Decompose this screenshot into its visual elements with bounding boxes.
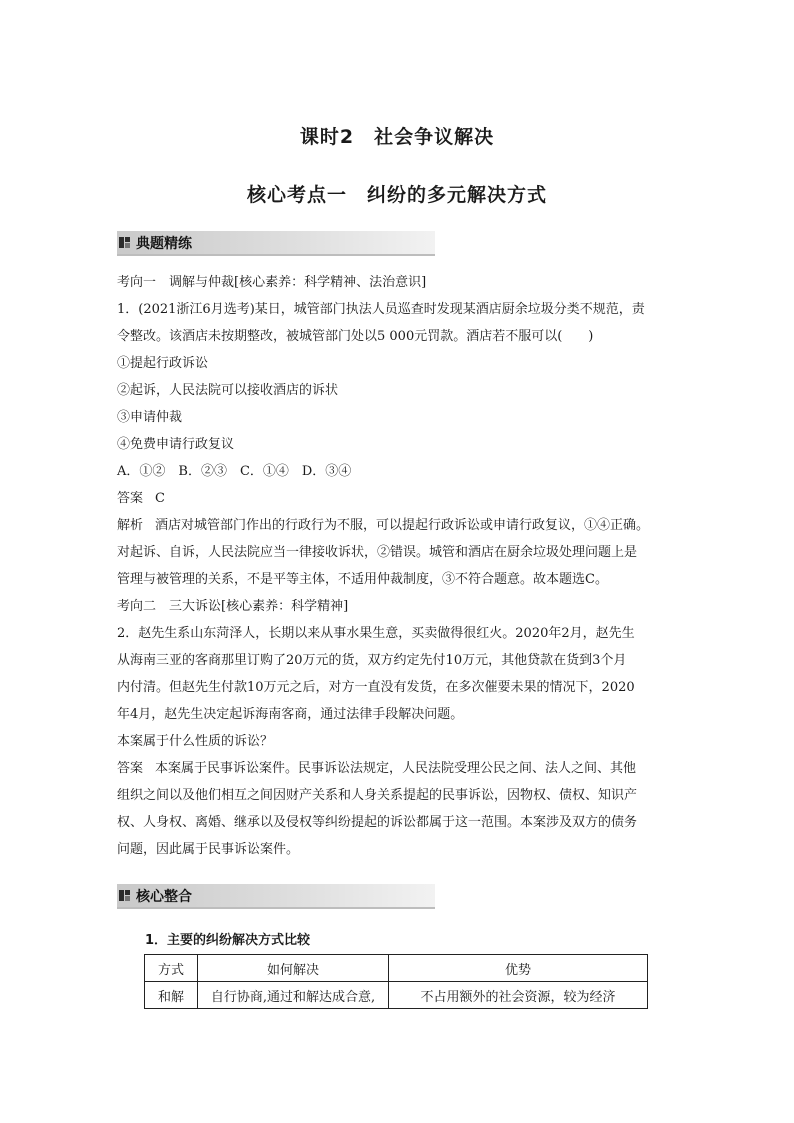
analysis-line: 管理与被管理的关系，不是平等主体，不适用仲裁制度，③不符合题意。故本题选C。 — [117, 572, 608, 587]
answer-line — [117, 485, 682, 512]
table-cell: 不占用额外的社会资源，较为经济 — [389, 982, 648, 1009]
table-header-row — [145, 955, 648, 982]
case-text-line: 年4月，赵先生决定起诉海南客商，通过法律手段解决问题。 — [117, 707, 464, 722]
table-cell: 自行协商,通过和解达成合意, — [198, 982, 389, 1009]
table-header-cell: 方式 — [145, 955, 198, 982]
grid-bullet-icon — [119, 890, 130, 901]
question-stem-line: 令整改。该酒店未按期整改，被城管部门处以5 000元罚款。酒店若不服可以( ) — [117, 329, 594, 344]
case-text-line: 从海南三亚的客商那里订购了20万元的货，双方约定先付10万元，其他贷款在货到3个月 — [117, 653, 627, 668]
answer-label: 答案 — [117, 761, 144, 776]
statement-item: ①提起行政诉讼 — [117, 356, 209, 371]
analysis-label: 解析 — [117, 518, 144, 533]
case-question: 本案属于什么性质的诉讼？ — [117, 734, 274, 749]
answer-value: C — [155, 491, 165, 506]
case-text-line: 2．赵先生系山东菏泽人，长期以来从事水果生意，买卖做得很红火。2020年2月，赵先生 — [117, 626, 635, 641]
statement-item: ③申请仲裁 — [117, 410, 183, 425]
answer-line: 组织之间以及他们相互之间因财产关系和人身关系提起的民事诉讼，因物权、债权、知识产 — [117, 788, 638, 803]
comparison-table — [144, 954, 648, 1009]
statement-item: ②起诉，人民法院可以接收酒店的诉状 — [117, 383, 339, 398]
lesson-title: 课时2 社会争议解决 — [299, 126, 495, 148]
question-block — [117, 269, 682, 863]
section-header-core — [117, 884, 435, 909]
table-header-cell: 如何解决 — [198, 955, 389, 982]
answer-label: 答案 — [117, 491, 144, 506]
grid-bullet-icon — [119, 237, 130, 248]
table-caption: 1．主要的纠纷解决方式比较 — [145, 933, 311, 948]
question-stem-line: 1．(2021浙江6月选考)某日，城管部门执法人员巡查时发现某酒店厨余垃圾分类不规范，责 — [117, 302, 645, 317]
table-row — [145, 982, 648, 1009]
answer-line: 权、人身权、离婚、继承以及侵权等纠纷提起的诉讼都属于这一范围。本案涉及双方的债务 — [117, 815, 638, 830]
answer-line: 答案 本案属于民事诉讼案件。民事诉讼法规定，人民法院受理公民之间、法人之间、其他 — [117, 761, 637, 776]
table-cell: 和解 — [145, 982, 198, 1009]
topic-title: 核心考点一 纠纷的多元解决方式 — [246, 184, 547, 206]
direction-heading: 考向二 三大诉讼[核心素养：科学精神] — [117, 599, 349, 614]
section-header-typical — [117, 231, 435, 256]
section-label: 核心整合 — [136, 889, 192, 905]
case-text-line: 内付清。但赵先生付款10万元之后，对方一直没有发货，在多次催要未果的情况下，2020 — [117, 680, 635, 695]
analysis-line: 解析 酒店对城管部门作出的行政行为不服，可以提起行政诉讼或申请行政复议，①④正确。 — [117, 518, 650, 533]
answer-line: 问题，因此属于民事诉讼案件。 — [117, 842, 300, 857]
table-header-cell: 优势 — [389, 955, 648, 982]
section-label: 典题精练 — [136, 236, 192, 252]
answer-choices: A．①② B．②③ C．①④ D．③④ — [117, 464, 352, 479]
statement-item: ④免费申请行政复议 — [117, 437, 235, 452]
analysis-line: 对起诉、自诉，人民法院应当一律接收诉状，②错误。城管和酒店在厨余垃圾处理问题上是 — [117, 545, 638, 560]
direction-heading: 考向一 调解与仲裁[核心素养：科学精神、法治意识] — [117, 275, 427, 290]
